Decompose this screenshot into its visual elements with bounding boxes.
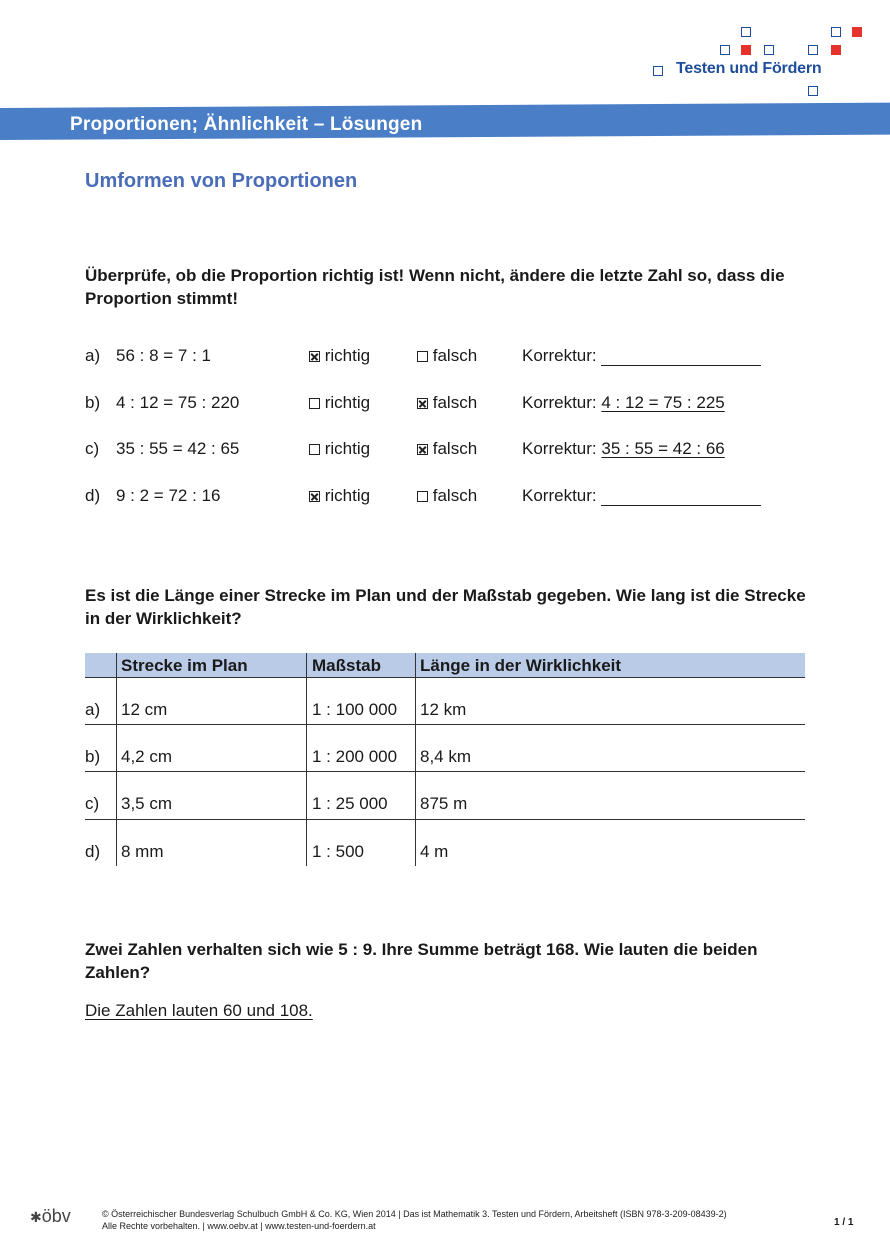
logo-square-red-icon [831, 45, 841, 55]
item-letter: d) [85, 486, 101, 505]
falsch-label: falsch [432, 346, 478, 365]
korrektur-label: Korrektur: [522, 486, 597, 505]
checkbox-checked-icon[interactable] [417, 398, 428, 409]
publisher-logo [30, 1206, 71, 1227]
logo-square-icon [720, 45, 730, 55]
row-divider [85, 819, 805, 820]
proportion-expression: 9 : 2 = 72 : 16 [116, 486, 221, 505]
task3-answer: Die Zahlen lauten 60 und 108. [85, 1001, 313, 1020]
checkbox-empty-icon[interactable] [309, 444, 320, 455]
cell-plan: 12 cm [121, 700, 168, 719]
logo-square-icon [741, 27, 751, 37]
row-letter: b) [85, 747, 101, 766]
cell-real: 12 km [420, 700, 467, 719]
proportion-expression: 56 : 8 = 7 : 1 [116, 346, 211, 365]
task3-prompt: Zwei Zahlen verhalten sich wie 5 : 9. Ihre Summe beträgt 168. Wie lauten die beiden Zahlen? [85, 940, 758, 982]
korrektur-label: Korrektur: [522, 346, 597, 365]
logo-square-icon [808, 86, 818, 96]
richtig-label: richtig [324, 393, 371, 412]
task1-row-c [85, 439, 785, 463]
falsch-label: falsch [432, 486, 478, 505]
column-divider [415, 653, 416, 866]
cell-plan: 3,5 cm [121, 794, 173, 813]
checkbox-checked-icon[interactable] [309, 491, 320, 502]
footer-copyright: © Österreichischer Bundesverlag Schulbuch GmbH & Co. KG, Wien 2014 | Das ist Mathematik 3. Testen und Fördern, Arbeitsheft (ISBN 978-3-209-08439-2) [102, 1209, 727, 1219]
footer [102, 1208, 727, 1232]
row-letter: c) [85, 794, 100, 813]
logo-text: Testen und Fördern [676, 60, 822, 77]
logo-square-icon [808, 45, 818, 55]
logo-square-red-icon [741, 45, 751, 55]
correction-blank[interactable] [601, 489, 761, 506]
task1-prompt: Überprüfe, ob die Proportion richtig ist! Wenn nicht, ändere die letzte Zahl so, dass die Proportion stimmt! [85, 266, 785, 308]
cell-real: 875 m [420, 794, 468, 813]
logo-square-red-icon [852, 27, 862, 37]
page-title: Proportionen; Ähnlichkeit – Lösungen [70, 114, 423, 135]
cell-plan: 4,2 cm [121, 747, 173, 766]
item-letter: c) [85, 439, 100, 458]
checkbox-empty-icon[interactable] [309, 398, 320, 409]
section-title: Umformen von Proportionen [85, 170, 358, 192]
cell-plan: 8 mm [121, 842, 164, 861]
korrektur-label: Korrektur: [522, 393, 597, 412]
checkbox-checked-icon[interactable] [309, 351, 320, 362]
correction-value: 35 : 55 = 42 : 66 [601, 439, 725, 458]
logo-square-icon [764, 45, 774, 55]
proportion-expression: 35 : 55 = 42 : 65 [116, 439, 240, 458]
proportion-expression: 4 : 12 = 75 : 220 [116, 393, 240, 412]
item-letter: a) [85, 346, 101, 365]
korrektur-label: Korrektur: [522, 439, 597, 458]
header-plan: Strecke im Plan [121, 656, 248, 675]
task2-prompt: Es ist die Länge einer Strecke im Plan und der Maßstab gegeben. Wie lang ist die Strecke in der Wirklichkeit? [85, 586, 806, 628]
column-divider [116, 653, 117, 866]
publisher-brand: öbv [41, 1206, 71, 1226]
row-letter: d) [85, 842, 101, 861]
logo-square-icon [653, 66, 663, 76]
logo-square-icon [831, 27, 841, 37]
footer-links: Alle Rechte vorbehalten. | www.oebv.at | www.testen-und-foerdern.at [102, 1221, 376, 1231]
row-divider [85, 771, 805, 772]
row-letter: a) [85, 700, 101, 719]
falsch-label: falsch [432, 439, 478, 458]
asterisk-icon: ✱ [30, 1209, 42, 1225]
item-letter: b) [85, 393, 101, 412]
task1-row-b [85, 393, 785, 417]
richtig-label: richtig [324, 439, 371, 458]
correction-blank[interactable] [601, 349, 761, 366]
checkbox-empty-icon[interactable] [417, 491, 428, 502]
checkbox-checked-icon[interactable] [417, 444, 428, 455]
task1-row-d [85, 486, 785, 510]
page-number: 1 / 1 [834, 1217, 854, 1228]
cell-scale: 1 : 500 [312, 842, 364, 861]
column-divider [306, 653, 307, 866]
falsch-label: falsch [432, 393, 478, 412]
correction-value: 4 : 12 = 75 : 225 [601, 393, 725, 412]
cell-scale: 1 : 25 000 [312, 794, 388, 813]
cell-scale: 1 : 200 000 [312, 747, 398, 766]
richtig-label: richtig [324, 346, 371, 365]
cell-real: 8,4 km [420, 747, 472, 766]
cell-real: 4 m [420, 842, 449, 861]
header-real: Länge in der Wirklichkeit [420, 656, 622, 675]
header-scale: Maßstab [312, 656, 381, 675]
richtig-label: richtig [324, 486, 371, 505]
row-divider [85, 724, 805, 725]
checkbox-empty-icon[interactable] [417, 351, 428, 362]
cell-scale: 1 : 100 000 [312, 700, 398, 719]
task1-row-a [85, 346, 785, 370]
